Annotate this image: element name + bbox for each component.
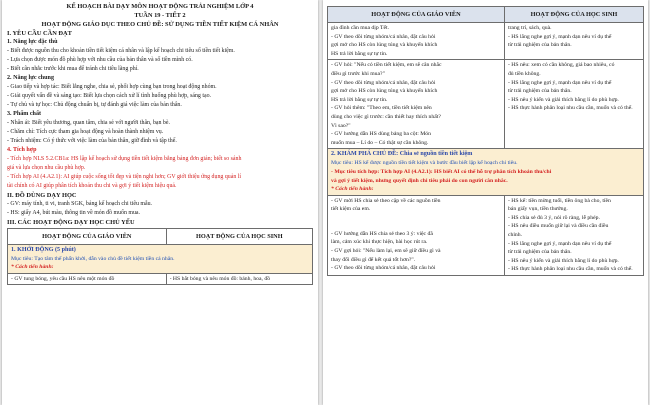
cell-line: - HS nêu ý kiến và giải thích bằng lí do phù hợp. [507,257,619,264]
text-line: - GV: máy tính, ti vi, tranh SGK, bảng kế hoạch chi tiêu mẫu. [7,201,152,208]
activity-band-explore [328,149,644,195]
cell-line: - GV gợi hỏi: "Nếu làm lại, em sẽ giữ điều gì và [331,248,441,255]
text-line: - Giải quyết vấn đề và sáng tạo: Biết lựa chọn cách xử lí tình huống phù hợp, sáng tạo. [7,93,212,100]
section-teaching-aids: II. ĐỒ DÙNG DẠY HỌC [7,192,77,200]
right-document-page [323,0,648,405]
activity-title: 1. KHỞI ĐỘNG (5 phút) [11,246,76,253]
cell-line: - HS nêu: xem có cần không, giá bao nhiêu, có [507,62,615,69]
text-line: - Biết được nguồn thu cho khoản tiền tiết kiệm cá nhân và lập kế hoạch chi tiêu số tiền tiết kiệm. [7,48,235,55]
integration-line: - Tích hợp AI (4.A2.1): AI giúp cuộc sống tốt đẹp và tiện nghi hơn; GV giới thiệu ứng dụng quản lí [7,174,242,181]
activity-title: 2. KHÁM PHÁ CHỦ ĐỀ: Chia sẻ nguồn tiền tiết kiệm [331,151,473,158]
left-document-page [2,0,318,405]
cell-line: - HS thực hành phân loại nhu cầu cần, muốn và có thể. [507,266,633,273]
cell-line: Vì sao?" [331,122,351,129]
text-line: - Nhân ái: Biết yêu thương, quan tâm, chia sẻ với người thân, bạn bè. [7,120,170,127]
text-line: - Biết cân nhắc trước khi mua để tránh chi tiêu lãng phí. [7,66,139,73]
cell-line: - HS lắng nghe gợi ý, mạnh dạn nêu ví dụ thể [507,240,612,247]
column-header-teacher: HOẠT ĐỘNG CỦA GIÁO VIÊN [328,7,505,23]
cell-line: gợi mở cho HS còn lúng túng và khuyến khích [331,42,438,49]
section-activities: III. CÁC HOẠT ĐỘNG DẠY HỌC CHỦ YẾU [7,219,135,227]
student-cell [504,60,643,149]
text-line: - Tự chủ và tự học: Chủ động chuẩn bị, tự đánh giá việc làm của bản thân. [7,102,182,109]
cell-line: - GV theo dõi từng nhóm/cá nhân, đặt câu hỏi [331,33,436,40]
cell-line: trang trí, sách, quà. [507,25,552,31]
sub-specific-competence: 1. Năng lực đặc thù [7,39,58,46]
cell-line: - GV hướng dẫn HS dùng bảng ba cột: Món [331,131,431,138]
activities-table [7,228,313,286]
text-line: - Chăm chỉ: Tích cực tham gia hoạt động và hoàn thành nhiệm vụ. [7,129,164,136]
sub-qualities: 3. Phẩm chất [7,111,42,118]
cell-line: - GV hỏi thêm: "Theo em, tiền tiết kiệm nên [331,105,432,112]
document-title: KẾ HOẠCH BÀI DẠY MÔN HOẠT ĐỘNG TRẢI NGHIỆM LỚP 4 [66,3,254,10]
cell-line: HS trả lời bằng sự tự tin. [331,96,388,103]
cell-line: - GV tung bóng, yêu cầu HS nêu một món đồ [11,275,115,282]
cell-line: HS trả lời bằng sự tự tin. [331,50,388,57]
activities-table-continued [327,6,644,276]
cell-line: gợi mở cho HS còn lúng túng và khuyến khích [331,88,438,95]
cell-line: - GV theo dõi từng nhóm/cá nhân, đặt câu hỏi [331,265,436,272]
student-cell [166,273,312,285]
text-line: - Giao tiếp và hợp tác: Biết lắng nghe, chia sẻ, phối hợp cùng bạn trong hoạt động nhóm. [7,84,217,91]
activity-band-warmup [8,244,313,273]
cell-line: - HS nêu ý kiến và giải thích bằng lí do phù hợp. [507,96,619,103]
activity-method: * Cách tiến hành: [11,264,54,271]
cell-line: - HS kể: tiền mừng tuổi, tiền ông bà cho, tiền [507,197,611,204]
student-cell [504,195,643,275]
cell-line: gia đình cần mua dịp Tết. [331,25,390,31]
ai-integration-goal: - Mục tiêu tích hợp: Tích hợp AI (4.A2.1): HS biết AI có thể hỗ trợ phân tích khoản thu/chi [331,168,552,175]
week-label: TUẦN 19 - TIẾT 2 [134,12,186,19]
activity-goal: Mục tiêu: HS kể được nguồn tiền tiết kiệm và bước đầu biết lập kế hoạch chi tiêu. [331,160,518,167]
sub-general-competence: 2. Năng lực chung [7,75,54,82]
topic-heading: HOẠT ĐỘNG GIÁO DỤC THEO CHỦ ĐỀ: SỬ DỤNG TIỀN TIẾT KIỆM CÁ NHÂN [41,21,279,28]
cell-line: làm, cảm xúc khi thực hiện, bài học rút ra. [331,239,428,246]
cell-line: từ trải nghiệm của bản thân. [507,249,572,256]
teacher-cell [328,23,505,60]
cell-line: - HS chia sẻ đủ 3 ý, nói rõ ràng, lễ phép. [507,214,600,221]
teacher-cell [8,273,167,285]
integration-line: giá và lựa chọn nhu cầu phù hợp. [7,165,86,172]
ai-integration-goal: và gợi ý tiết kiệm, nhưng quyết định chi tiêu phải do con người cân nhắc. [331,177,508,184]
text-line: - HS: giấy A4, bút màu, thông tin về món đồ muốn mua. [7,210,141,217]
cell-line: từ trải nghiệm của bản thân. [507,88,572,95]
column-header-student: HOẠT ĐỘNG CỦA HỌC SINH [166,228,312,244]
cell-line: muốn mua – Lí do – Có thật sự cần không. [331,139,429,146]
activity-goal: Mục tiêu: Tạo tâm thế phấn khởi, dẫn vào chủ đề tiết kiệm tiền cá nhân. [11,255,175,262]
cell-line: chỉnh. [507,232,523,239]
cell-line: điều gì trước khi mua?" [331,70,385,77]
cell-line: - GV mời HS chia sẻ theo cặp về các nguồn tiền [331,197,441,204]
sub-integration: 4. Tích hợp [7,147,37,154]
cell-line: tiết kiệm của em. [331,206,371,213]
text-line: - Trách nhiệm: Có ý thức với việc làm của bản thân, giữ đình và tập thể. [7,138,177,145]
cell-line: - HS lắng nghe gợi ý, mạnh dạn nêu ví dụ thể [507,33,612,40]
text-line: - Lựa chọn được món đồ phù hợp với nhu cầu của bản thân và số tiền mình có. [7,57,193,64]
activity-method: * Cách tiến hành: [331,186,374,193]
cell-line: dùng cho việc gì trước: cần thiết hay thích nhất? [331,113,441,120]
cell-line: - GV hướng dẫn HS chia sẻ theo 3 ý: việc đã [331,230,433,237]
cell-line: thay đổi điều gì để kết quả tốt hơn?". [331,256,416,263]
student-cell [504,23,643,60]
cell-line: - HS thực hành phân loại nhu cầu cần, muốn và có thể. [507,105,633,112]
integration-line: - Tích hợp NLS 5.2.CB1a: HS lập kế hoạch sử dụng tiền tiết kiệm bằng bảng đơn giản; biết so sánh [7,156,242,163]
cell-line: từ trải nghiệm của bản thân. [507,42,572,49]
cell-line: bán giấy vụn, tiền thưởng. [507,206,568,213]
section-requirements: I. YÊU CẦU CẦN ĐẠT [7,30,72,37]
column-header-student: HOẠT ĐỘNG CỦA HỌC SINH [504,7,643,23]
cell-line: - HS lắng nghe gợi ý, mạnh dạn nêu ví dụ thể [507,79,612,86]
column-header-teacher: HOẠT ĐỘNG CỦA GIÁO VIÊN [8,228,167,244]
integration-line: tài chính có AI giúp phân tích khoản thu chi và gợi ý tiết kiệm hiệu quả. [7,183,177,190]
cell-line: đủ tiền không. [507,70,541,77]
cell-line: - HS bắt bóng và nêu món đồ: bánh, hoa, đồ [169,275,271,282]
cell-line: - GV hỏi: "Nếu có tiền tiết kiệm, em sẽ cân nhắc [331,62,442,69]
teacher-cell [328,60,505,149]
cell-line: - HS nêu điều muốn giữ lại và điều cần điều [507,223,609,230]
cell-line: - GV theo dõi từng nhóm/cá nhân, đặt câu hỏi [331,79,436,86]
teacher-cell [328,195,505,275]
